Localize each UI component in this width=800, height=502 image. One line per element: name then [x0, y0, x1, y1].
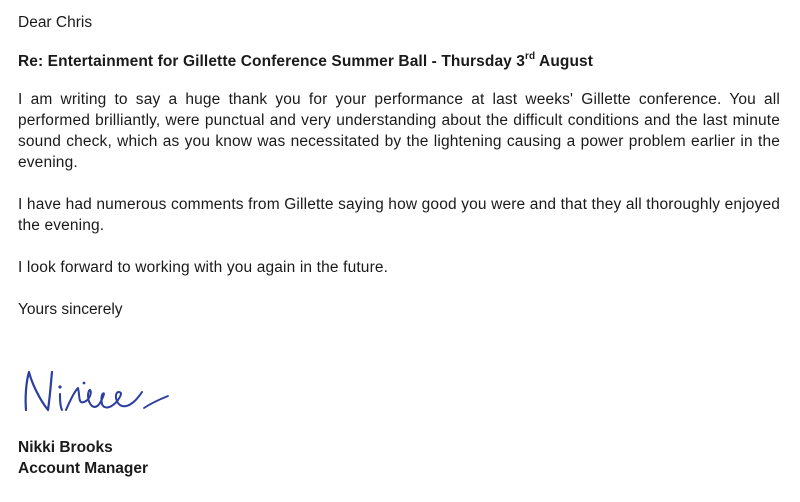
signature-drawing — [18, 362, 178, 432]
signer-block — [18, 437, 148, 479]
signer-title: Account Manager — [18, 460, 149, 477]
subject-suffix: August — [535, 53, 594, 70]
subject-prefix: Re: Entertainment for Gillette Conference Summer Ball - Thursday 3 — [18, 53, 526, 70]
salutation: Dear Chris — [18, 14, 93, 31]
handwritten-signature — [18, 362, 178, 432]
body-paragraph-1: I am writing to say a huge thank you for your performance at last weeks' Gillette conference. You all performed brilliantly, were punctual and very understanding about the difficult conditions and the last minute sound check, which as you know was necessitated by the lightening causing a power problem earlier in the evening. — [18, 91, 780, 171]
body-paragraph-2: I have had numerous comments from Gillette saying how good you were and that they all thoroughly enjoyed the evening. — [18, 196, 780, 234]
closing: Yours sincerely — [18, 301, 123, 318]
signer-name: Nikki Brooks — [18, 439, 113, 456]
subject-ordinal: rd — [525, 50, 536, 62]
body-paragraph-3: I look forward to working with you again in the future. — [18, 259, 389, 276]
subject-line — [18, 51, 780, 72]
